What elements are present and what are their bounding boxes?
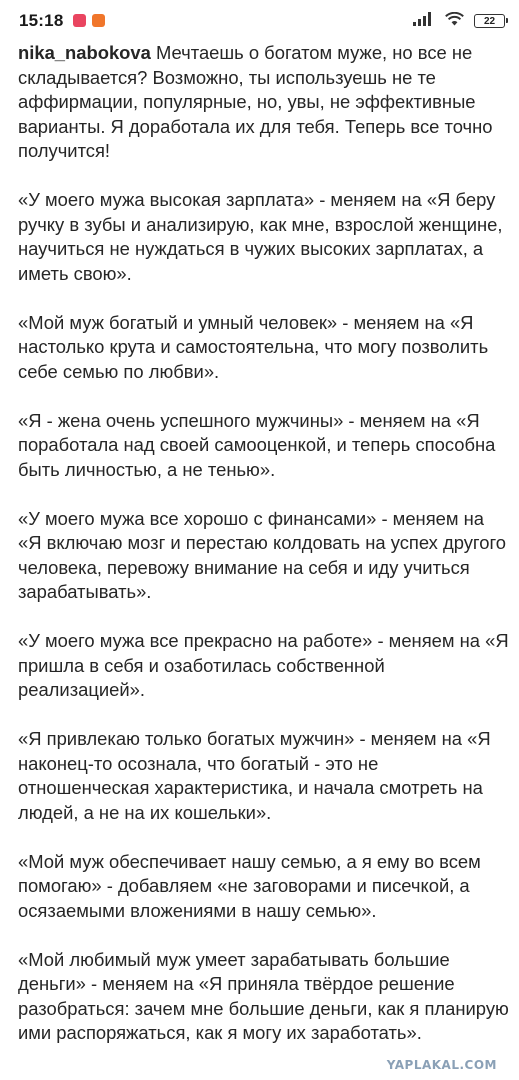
post-intro-text: Мечтаешь о богатом муже, но все не складывается? Возможно, ты используешь не те аффирмации, популярные, но, увы, не эффективные варианты. Я доработала их для тебя. Теперь все точно получится! [18,42,493,161]
post-username[interactable]: nika_nabokova [18,42,151,63]
site-watermark: YAPLAKAL.COM [386,1058,497,1072]
post-paragraph: «Мой любимый муж умеет зарабатывать большие деньги» - меняем на «Я приняла твёрдое решение разобраться: зачем мне большие деньги, как я планирую ими распоряжаться, как я могу их заработать». [18,948,509,1043]
post-paragraph: «У моего мужа все хорошо с финансами» - меняем на «Я включаю мозг и перестаю колдовать на успех другого человека, перевожу внимание на себя и иду учиться зарабатывать». [18,507,506,602]
battery-icon: 22 [474,14,505,28]
post-paragraph: «Мой муж обеспечивает нашу семью, а я ему во всем помогаю» - добавляем «не заговорами и писечкой, а осязаемыми вложениями в нашу семью». [18,850,481,921]
post-intro [18,41,510,164]
notification-app-icon [73,14,86,27]
post-paragraph: «Я - жена очень успешного мужчины» - меняем на «Я поработала над своей самооценкой, и теперь способна быть личностью, а не тенью». [18,409,496,480]
post-content [18,41,510,1070]
signal-icon [413,12,435,31]
wifi-icon [445,12,464,31]
post-paragraph: «Мой муж богатый и умный человек» - меняем на «Я настолько крута и самостоятельна, что могу позволить себе семью по любви». [18,311,489,382]
notification-app-icon [92,14,105,27]
post-paragraph: «У моего мужа все прекрасно на работе» - меняем на «Я пришла в себя и озаботилась собственной реализацией». [18,630,509,700]
post-paragraph: «Я привлекаю только богатых мужчин» - меняем на «Я наконец-то осознала, что богатый - это не отношенческая характеристика, и начала смотреть на людей, а не на их кошельки». [18,728,491,823]
post-paragraph: «У моего мужа высокая зарплата» - меняем на «Я беру ручку в зубы и анализирую, как мне, взрослой женщине, научиться не нуждаться в чужих высоких зарплатах, а иметь свою». [18,189,503,284]
status-time: 15:18 [19,11,64,30]
status-bar [0,0,519,40]
status-indicators [413,13,505,29]
